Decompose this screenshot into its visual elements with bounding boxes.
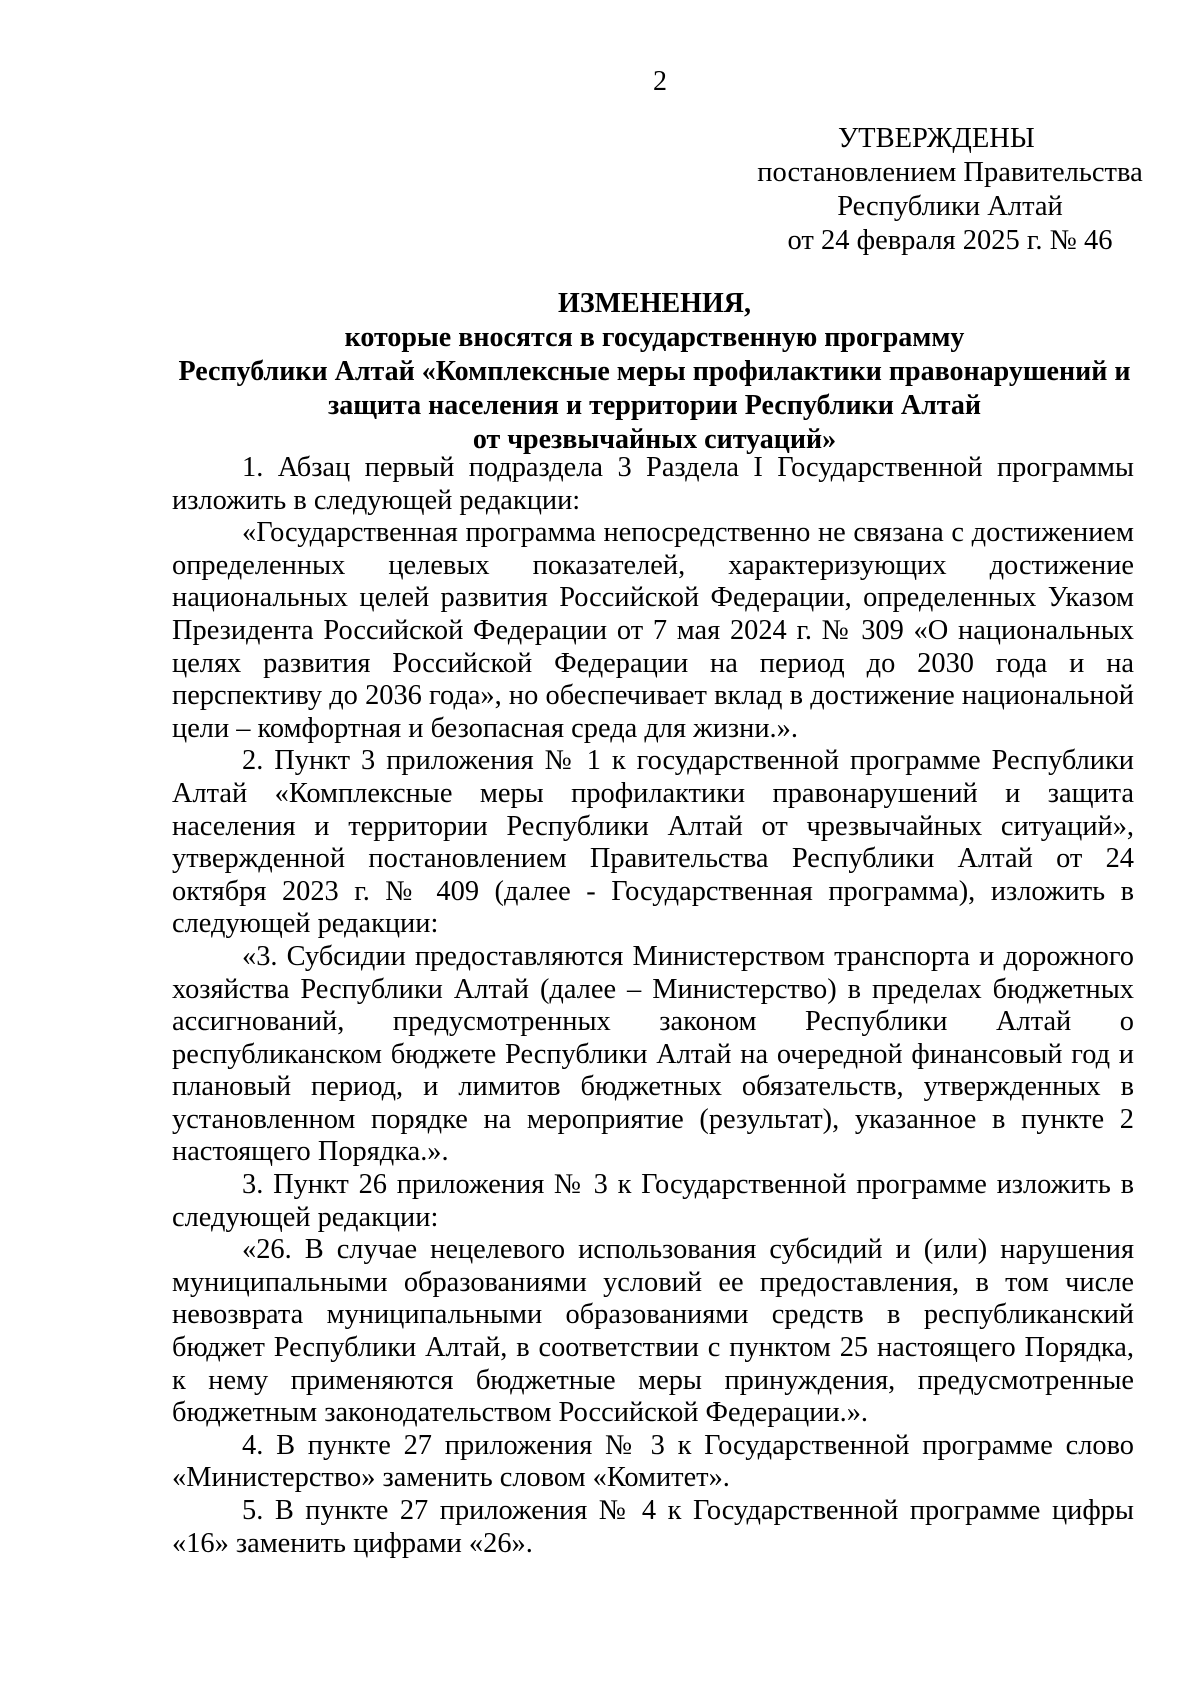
document-body <box>172 452 1134 1560</box>
paragraph-8: 5. В пункте 27 приложения № 4 к Государственной программе цифры «16» заменить цифрами «26». <box>172 1495 1134 1559</box>
title-line-1: ИЗМЕНЕНИЯ, <box>558 288 751 319</box>
title-line-4: защита населения и территории Республики Алтай <box>327 390 982 421</box>
title-line-5: от чрезвычайных ситуаций» <box>472 424 837 455</box>
page-number: 2 <box>653 66 667 97</box>
paragraph-6: «26. В случае нецелевого использования субсидий и (или) нарушения муниципальными образованиями условий ее предоставления, в том числе невозврата муниципальными образованиями средств в республиканский бюджет Республики Алтай, в соответствии с пунктом 25 настоящего Порядка, к нему применяются бюджетные меры принуждения, предусмотренные бюджетным законодательством Российской Федерации.». <box>172 1234 1134 1429</box>
paragraph-2: «Государственная программа непосредственно не связана с достижением определенных целевых показателей, характеризующих достижение национальных целей развития Российской Федерации, определенных Указом Президента Российской Федерации от 7 мая 2024 г. № 309 «О национальных целях развития Российской Федерации на период до 2030 года и на перспективу до 2036 года», но обеспечивает вклад в достижение национальной цели – комфортная и безопасная среда для жизни.». <box>172 517 1134 744</box>
title-line-3: Республики Алтай «Комплексные меры профилактики правонарушений и <box>178 356 1131 387</box>
title-line-2: которые вносятся в государственную программу <box>344 322 965 353</box>
approval-issuer: постановлением Правительства <box>757 157 1143 188</box>
paragraph-4: «3. Субсидии предоставляются Министерством транспорта и дорожного хозяйства Республики Алтай (далее – Министерство) в пределах бюджетных ассигнований, предусмотренных законом Республики Алтай о республиканском бюджете Республики Алтай на очередной финансовый год и плановый период, и лимитов бюджетных обязательств, утвержденных в установленном порядке на мероприятие (результат), указанное в пункте 2 настоящего Порядка.». <box>172 940 1134 1168</box>
approval-region: Республики Алтай <box>837 191 1063 222</box>
paragraph-3: 2. Пункт 3 приложения № 1 к государственной программе Республики Алтай «Комплексные меры профилактики правонарушений и защита населения и территории Республики Алтай от чрезвычайных ситуаций», утвержденной постановлением Правительства Республики Алтай от 24 октября 2023 г. № 409 (далее - Государственная программа), изложить в следующей редакции: <box>172 745 1134 940</box>
document-title <box>162 287 1147 457</box>
approval-stamp <box>740 122 1160 258</box>
paragraph-7: 4. В пункте 27 приложения № 3 к Государственной программе слово «Министерство» заменить словом «Комитет». <box>172 1429 1134 1494</box>
approval-date-number: от 24 февраля 2025 г. № 46 <box>787 225 1113 256</box>
approval-heading: УТВЕРЖДЕНЫ <box>838 123 1035 154</box>
paragraph-1: 1. Абзац первый подраздела 3 Раздела I Государственной программы изложить в следующей редакции: <box>172 452 1134 516</box>
paragraph-5: 3. Пункт 26 приложения № 3 к Государственной программе изложить в следующей редакции: <box>172 1169 1134 1233</box>
